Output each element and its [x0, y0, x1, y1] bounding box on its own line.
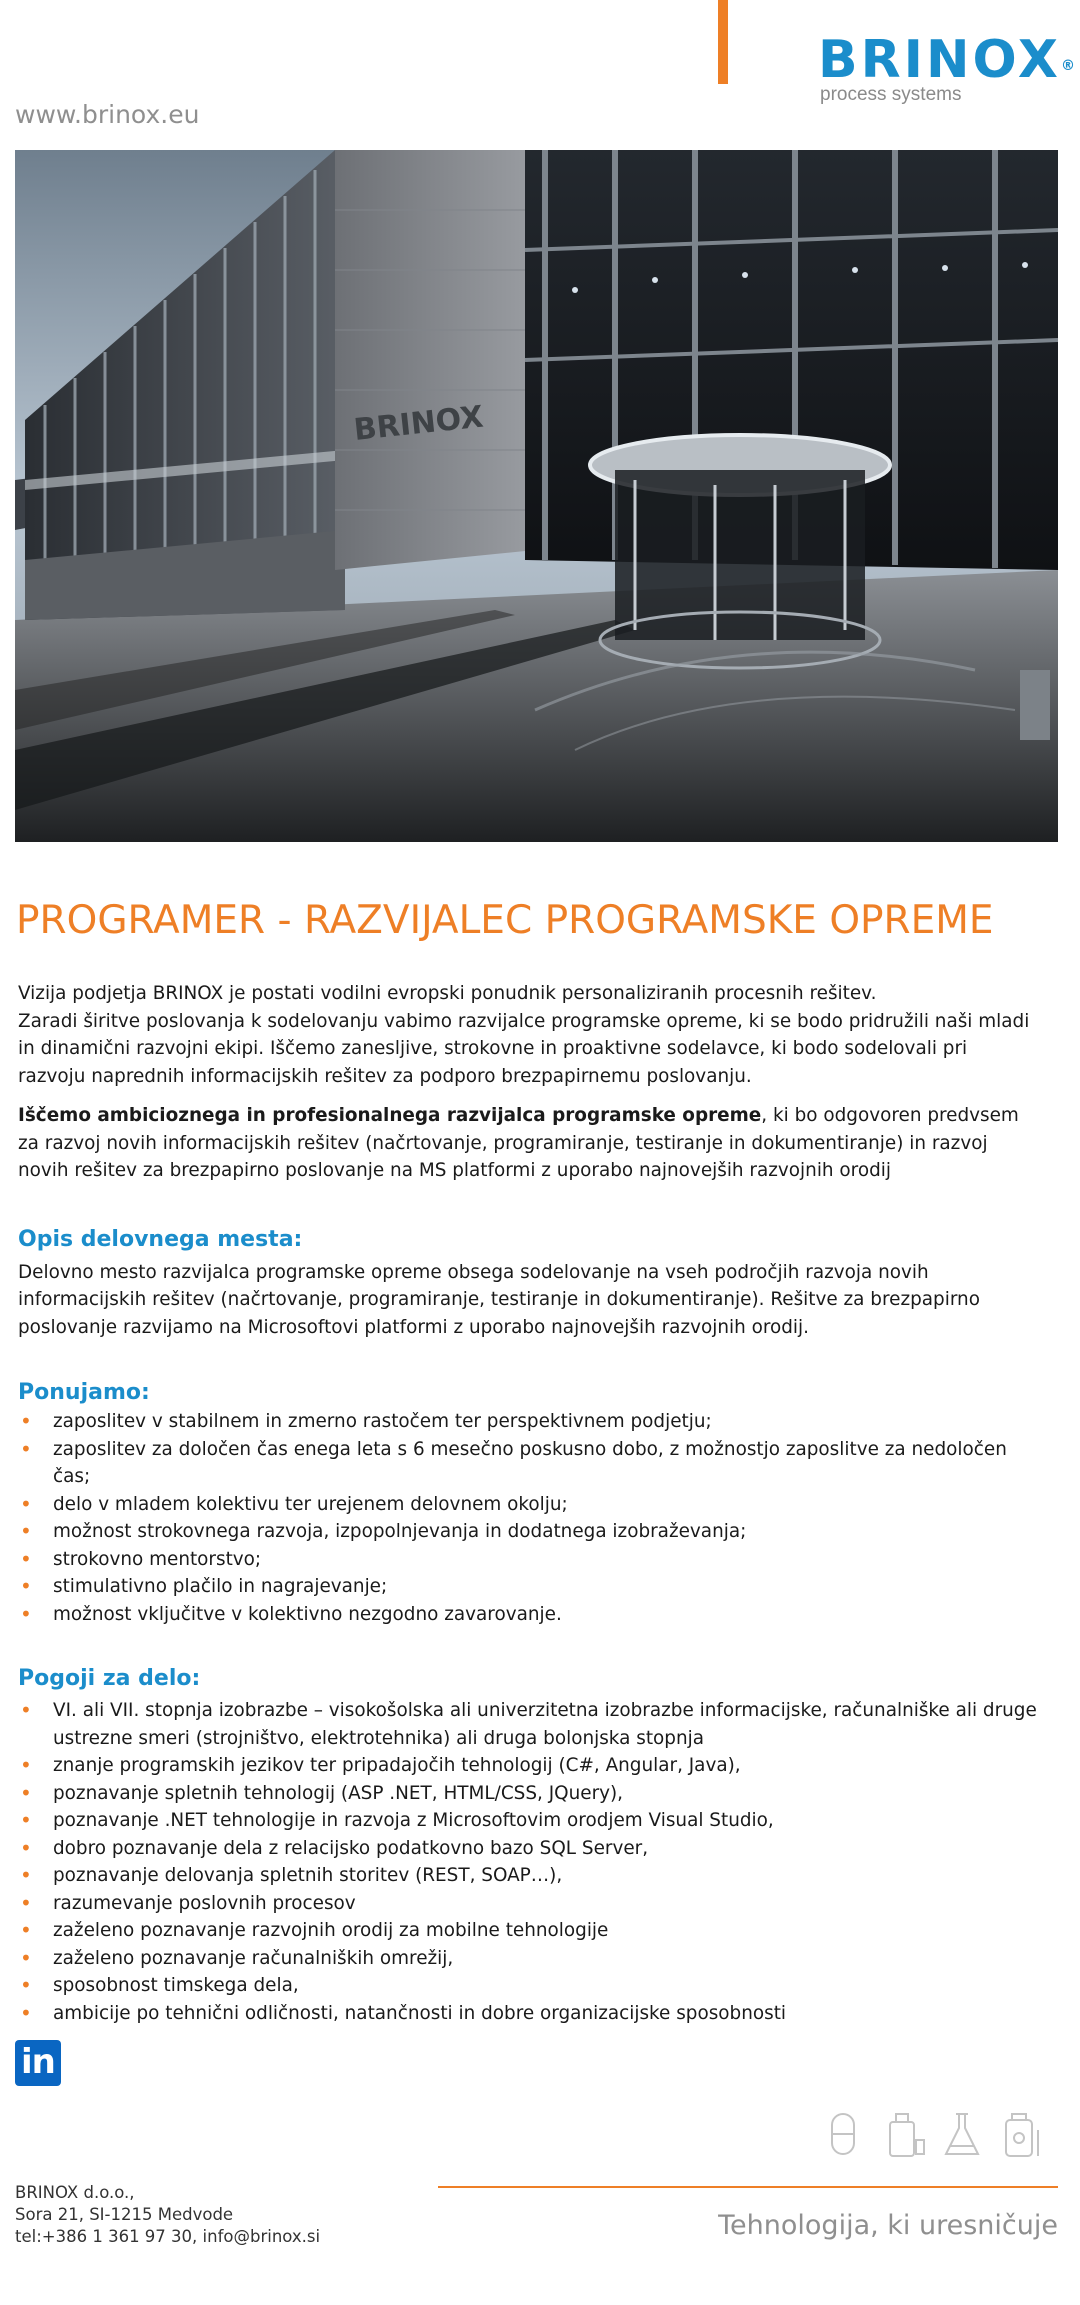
seeking-rest: , ki bo odgovoren predvsem za razvoj novih informacijskih rešitev (načrtovanje, programiranje, testiranje in dokumentiranje) in razvoj novih rešitev za brezpapirno poslovanje na MS platformi z uporabo najnovejših razvojnih orodij: [18, 1105, 1019, 1181]
section-heading-description: Opis delovnega mesta:: [18, 1226, 303, 1252]
logo-registered-mark: ®: [1061, 58, 1075, 74]
hero-building-photo: [15, 150, 1058, 842]
flask-icon: [946, 2114, 978, 2154]
linkedin-icon[interactable]: [15, 2040, 61, 2086]
list-item: • strokovno mentorstvo;: [18, 1546, 1038, 1574]
company-street: Sora 21, SI-1215 Medvode: [15, 2205, 234, 2224]
seeking-paragraph: [18, 1102, 1038, 1185]
lab-equipment-icons: [826, 2110, 1062, 2160]
description-paragraph: Delovno mesto razvijalca programske opreme obsega sodelovanje na vseh področjih razvoja novih informacijskih rešitev (načrtovanje, programiranje, testiranje in dokumentiranje). Rešitve za brezpapirno poslovanje razvijamo na Microsoftovi platformi z uporabo najnovejših razvojnih orodij.: [18, 1261, 980, 1338]
company-tagline: Tehnologija, ki uresničuje: [718, 2210, 1058, 2241]
container-icon: [1006, 2114, 1038, 2156]
logo-wordmark: BRINOX: [818, 30, 1061, 90]
footer-divider: [438, 2186, 1058, 2188]
list-item: • možnost strokovnega razvoja, izpopolnjevanja in dodatnega izobraževanja;: [18, 1518, 1038, 1546]
requirements-list: [18, 1697, 1038, 2027]
website-link[interactable]: www.brinox.eu: [15, 100, 200, 129]
building-sign: BRINOX: [352, 399, 485, 448]
list-item: • VI. ali VII. stopnja izobrazbe – visokošolska ali univerzitetna izobrazbe informacijske, računalniške ali druge ustrezne smeri (strojništvo, elektrotehnika) ali druga bolonjska stopnja: [18, 1697, 1038, 1752]
list-item: • zaposlitev v stabilnem in zmerno rastočem ter perspektivnem podjetju;: [18, 1408, 1038, 1436]
list-item: • zaželeno poznavanje razvojnih orodij za mobilne tehnologije: [18, 1917, 1038, 1945]
seeking-emphasis: Iščemo ambicioznega in profesionalnega razvijalca programske opreme: [18, 1105, 762, 1126]
list-item: • znanje programskih jezikov ter pripadajočih tehnologij (C#, Angular, Java),: [18, 1752, 1038, 1780]
capsule-icon: [832, 2114, 854, 2154]
list-item: • poznavanje .NET tehnologije in razvoja z Microsoftovim orodjem Visual Studio,: [18, 1807, 1038, 1835]
list-item: • možnost vključitve v kolektivno nezgodno zavarovanje.: [18, 1601, 1038, 1629]
company-contact[interactable]: tel:+386 1 361 97 30, info@brinox.si: [15, 2227, 321, 2246]
linkedin-label: in: [21, 2042, 55, 2082]
logo-tagline: process systems: [820, 84, 962, 105]
intro-paragraph-vision: Vizija podjetja BRINOX je postati vodilni evropski ponudnik personaliziranih procesnih rešitev.: [18, 983, 877, 1004]
list-item: • sposobnost timskega dela,: [18, 1972, 1038, 2000]
list-item: • dobro poznavanje dela z relacijsko podatkovno bazo SQL Server,: [18, 1835, 1038, 1863]
section-heading-offer: Ponujamo:: [18, 1380, 150, 1405]
list-item: • delo v mladem kolektivu ter urejenem delovnem okolju;: [18, 1491, 1038, 1519]
list-item: • stimulativno plačilo in nagrajevanje;: [18, 1573, 1038, 1601]
list-item: • razumevanje poslovnih procesov: [18, 1890, 1038, 1918]
list-item: • poznavanje spletnih tehnologij (ASP .NET, HTML/CSS, JQuery),: [18, 1780, 1038, 1808]
intro-paragraph-invitation: Zaradi širitve poslovanja k sodelovanju vabimo razvijalce programske opreme, ki se bodo pridružili naši mladi in dinamični razvojni ekipi. Iščemo zanesljive, strokovne in proaktivne sodelavce, ki bodo sodelovali pri razvoju naprednih informacijskih rešitev za podporo brezpapirnemu poslovanju.: [18, 1010, 1030, 1087]
list-item: • ambicije po tehnični odličnosti, natančnosti in dobre organizacijske sposobnosti: [18, 2000, 1038, 2028]
job-title: PROGRAMER - RAZVIJALEC PROGRAMSKE OPREME: [16, 898, 994, 943]
list-item: • poznavanje delovanja spletnih storitev (REST, SOAP…),: [18, 1862, 1038, 1890]
section-heading-requirements: Pogoji za delo:: [18, 1666, 201, 1691]
company-name: BRINOX d.o.o.,: [15, 2183, 135, 2202]
list-item: • zaposlitev za določen čas enega leta s 6 mesečno poskusno dobo, z možnostjo zaposlitve za nedoločen čas;: [18, 1436, 1038, 1491]
list-item: • zaželeno poznavanje računalniških omrežij,: [18, 1945, 1038, 1973]
job-description-body: [18, 980, 1038, 2027]
offer-list: [18, 1408, 1038, 1628]
header-accent-bar: [718, 0, 728, 84]
brinox-logo[interactable]: [818, 30, 1075, 106]
company-address: [15, 2182, 320, 2248]
medicine-bottle-icon: [890, 2114, 924, 2156]
